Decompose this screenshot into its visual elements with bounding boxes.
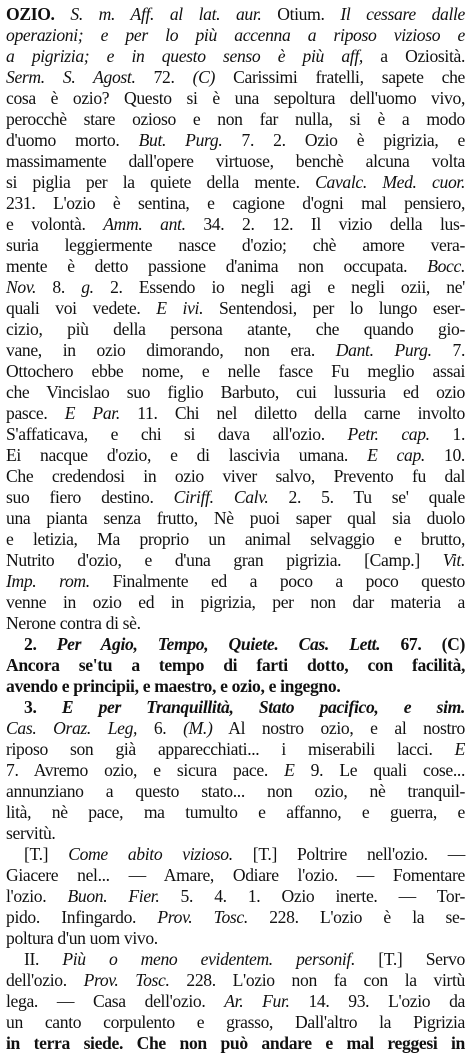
text-span: 5. 4. 1. Ozio inerte. — Tor-: [159, 886, 465, 906]
text-span: 7.: [431, 340, 466, 360]
text-span: (M.): [183, 718, 213, 738]
text-line: [6, 1031, 465, 1055]
text-span: si piglia per la quiete della mente.: [6, 172, 316, 192]
text-span: [T.]: [24, 844, 69, 864]
text-span: E Par.: [64, 403, 120, 423]
text-span: in terra siede. Che non può andare e mal reggesi in: [6, 1033, 465, 1053]
text-span: Cas. Oraz. Leg,: [6, 718, 138, 738]
text-span: l'ozio.: [6, 886, 68, 906]
text-span: 67. (C): [380, 634, 465, 654]
text-span: 34. 2. 12. Il vizio della lus-: [185, 214, 465, 234]
text-span: Ciriff. Calv.: [173, 487, 269, 507]
text-span: 8.: [36, 277, 82, 297]
text-span: suo fiero destino.: [6, 487, 174, 507]
text-span: una pianta senza frutto, Nè puoi saper qual sia duolo: [6, 508, 465, 528]
text-span: venne in ozio ed in pigrizia, per non dar materia a: [6, 592, 465, 612]
text-span: Più o meno evidentem. personif.: [62, 949, 356, 969]
text-span: a pigrizia; e in questo senso è più aff,: [6, 46, 363, 66]
text-span: II.: [24, 949, 63, 969]
text-span: 6.: [137, 718, 184, 738]
text-span: g.: [81, 277, 94, 297]
text-span: Vit.: [442, 550, 465, 570]
text-span: 2. Essendo io negli agi e negli ozii, ne': [93, 277, 466, 297]
text-span: mente è detto passione d'anima non occupata.: [6, 256, 428, 276]
text-span: Nerone contra di sè.: [6, 613, 141, 633]
text-span: E ivi.: [156, 298, 204, 318]
text-span: Cavalc. Med. cuor.: [315, 172, 465, 192]
text-span: e volontà.: [6, 214, 104, 234]
text-span: S. m. Aff. al lat. aur.: [70, 4, 262, 24]
text-span: 14. 93. L'ozio da: [289, 991, 465, 1011]
text-span: annunziano a questo stato... non ozio, nè tranquil-: [6, 781, 465, 801]
text-span: suria leggiermente nasce d'ozio; chè amore vera-: [6, 235, 465, 255]
text-span: perocchè stare ozioso e non far nulla, si è a modo: [6, 109, 465, 129]
text-span: Che credendosi in ozio viver salvo, Prevento fu dal: [6, 466, 465, 486]
text-span: pido. Infingardo.: [6, 907, 158, 927]
text-span: un canto corpulento e grasso, Dall'altro la Pigrizia: [6, 1012, 465, 1032]
text-span: (C): [192, 67, 216, 87]
text-span: [T.] Poltrire nell'ozio. —: [232, 844, 465, 864]
text-span: Prov. Tosc.: [83, 970, 170, 990]
text-span: Al nostro ozio, e al nostro: [212, 718, 465, 738]
text-span: Petr. cap.: [347, 424, 430, 444]
text-span: E per Tranquillità, Stato pacifico, e sim.: [61, 697, 466, 717]
text-span: Per Agio, Tempo, Quiete. Cas. Lett.: [56, 634, 381, 654]
text-span: poltura d'un uom vivo.: [6, 928, 158, 948]
text-span: Come abito vizioso.: [68, 844, 233, 864]
text-span: riposo son già apparecchiati... i miserabili lacci.: [6, 739, 455, 759]
text-span: vane, in ozio dimorando, non era.: [6, 340, 336, 360]
text-span: Sentendosi, per lo lungo eser-: [203, 298, 465, 318]
text-span: e letizia, Ma proprio un animal selvaggio e brutto,: [6, 529, 465, 549]
text-span: d'uomo morto.: [6, 130, 139, 150]
text-span: 1.: [429, 424, 465, 444]
text-span: Otium.: [261, 4, 341, 24]
text-span: avendo e principii, e maestro, e ozio, e ingegno.: [6, 676, 341, 696]
text-span: Nov.: [6, 277, 37, 297]
text-span: 228. L'ozio è la se-: [247, 907, 465, 927]
text-span: E: [284, 760, 295, 780]
text-span: But. Purg.: [138, 130, 223, 150]
text-span: lega. — Casa dell'ozio.: [6, 991, 225, 1011]
text-span: 2. 5. Tu se' quale: [268, 487, 466, 507]
text-span: Finalmente ed a poco a poco questo: [89, 571, 465, 591]
text-span: 3.: [24, 697, 62, 717]
text-span: E cap.: [367, 445, 425, 465]
text-span: 7. Avremo ozio, e sicura pace.: [6, 760, 285, 780]
text-span: Bocc.: [427, 256, 465, 276]
text-span: 10.: [424, 445, 465, 465]
text-span: Il cessare dalle: [340, 4, 466, 24]
text-span: Dant. Purg.: [335, 340, 432, 360]
text-span: [T.] Servo: [355, 949, 465, 969]
text-span: massimamente dall'opere virtuose, benchè alcuna volta: [6, 151, 465, 171]
text-span: Prov. Tosc.: [157, 907, 248, 927]
text-span: che Vincislao suo figlio Barbuto, cui lussuria ed ozio: [6, 382, 465, 402]
text-span: 228. L'ozio non fa con la virtù: [169, 970, 465, 990]
text-span: E: [454, 739, 465, 759]
text-span: Serm. S. Agost.: [6, 67, 136, 87]
text-span: Imp. rom.: [6, 571, 90, 591]
text-span: Ottochero ebbe nome, e nelle fasce Fu meglio assai: [6, 361, 465, 381]
text-span: Ar. Fur.: [224, 991, 290, 1011]
text-span: OZIO.: [6, 4, 71, 24]
text-span: 72.: [135, 67, 193, 87]
text-span: 11. Chi nel diletto della carne involto: [119, 403, 465, 423]
text-span: a Oziosità.: [362, 46, 465, 66]
text-span: S'affaticava, e chi si dava all'ozio.: [6, 424, 348, 444]
text-span: lità, nè pace, ma tumulto e affanno, e guerra, e: [6, 802, 465, 822]
text-span: pasce.: [6, 403, 65, 423]
text-span: operazioni; e per lo più accenna a riposo vizioso e: [6, 25, 465, 45]
text-span: cosa è ozio? Questo si è una sepoltura dell'uomo vivo,: [6, 88, 465, 108]
text-span: cizio, più della persona atante, che quando gio-: [6, 319, 465, 339]
text-span: quali voi vedete.: [6, 298, 157, 318]
text-span: Amm. ant.: [103, 214, 186, 234]
text-span: Buon. Fier.: [67, 886, 160, 906]
text-span: Ei nacque d'ozio, e di lascivia umana.: [6, 445, 368, 465]
text-span: 231. L'ozio è sentina, e cagione d'ogni mal pensiero,: [6, 193, 465, 213]
text-span: servitù.: [6, 823, 56, 843]
text-span: 7. 2. Ozio è pigrizia, e: [222, 130, 466, 150]
text-span: Ancora se'tu a tempo di farti dotto, con facilità,: [6, 655, 465, 675]
text-span: 9. Le quali cose...: [294, 760, 465, 780]
text-span: Carissimi fratelli, sapete che: [215, 67, 465, 87]
text-span: Nutrito d'ozio, e d'una gran pigrizia. [Camp.]: [6, 550, 443, 570]
text-span: Giacere nel... — Amare, Odiare l'ozio. — Fomentare: [6, 865, 465, 885]
text-span: 2.: [24, 634, 57, 654]
text-span: dell'ozio.: [6, 970, 84, 990]
